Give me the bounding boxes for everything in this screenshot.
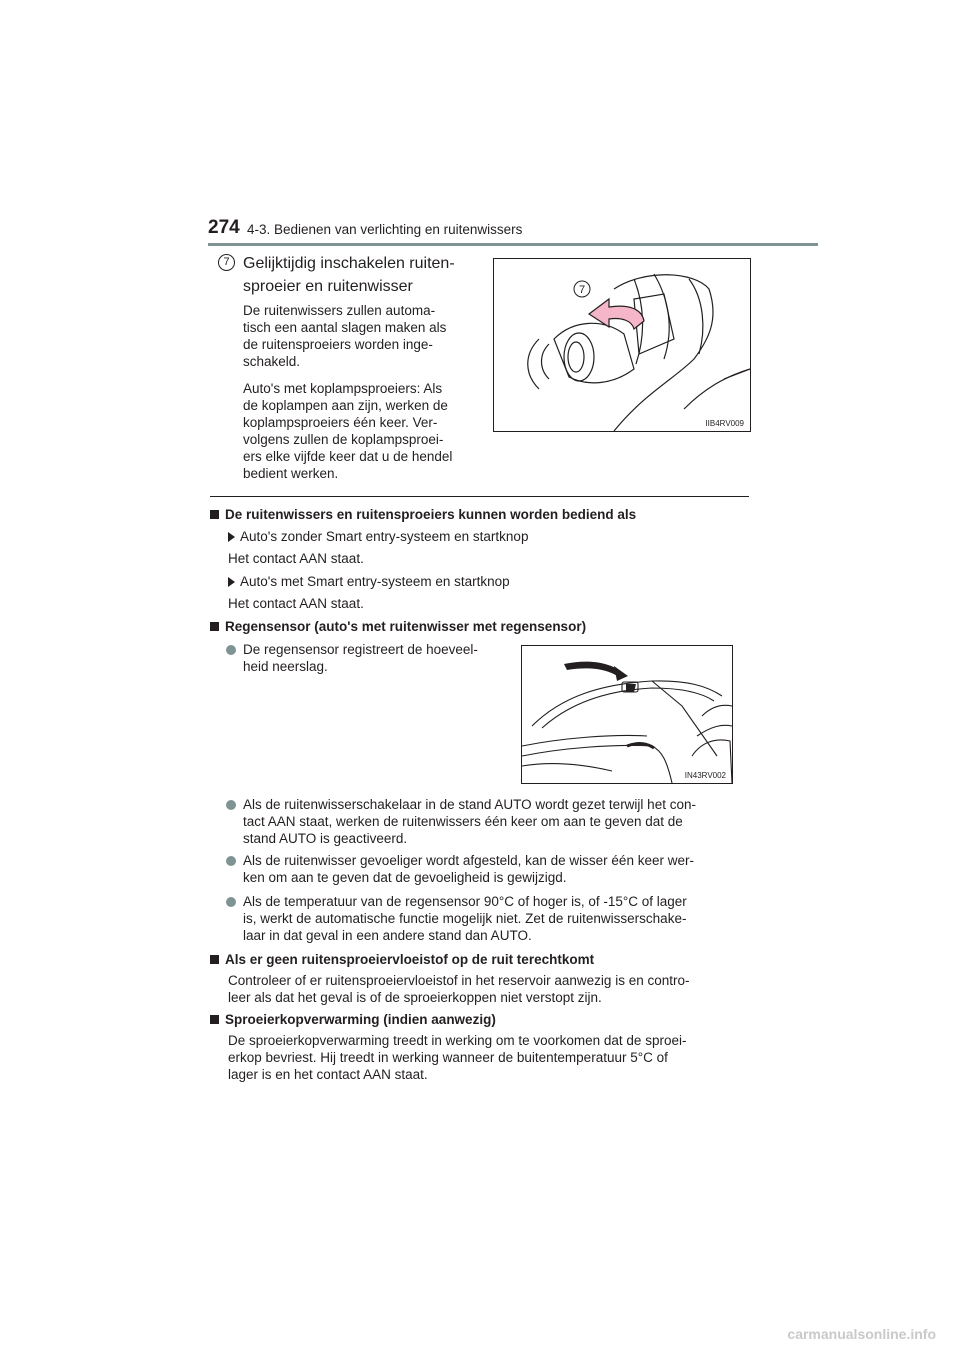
condition-text-1: Het contact AAN staat. [228, 551, 364, 566]
rain-sensor-bullet-1 [243, 641, 505, 675]
sub-item-text: Auto's met Smart entry-systeem en startknop [240, 574, 510, 589]
paragraph-line: de ruitensproeiers worden inge- [243, 337, 433, 352]
paragraph-line: schakeld. [243, 354, 301, 369]
section-heading-nozzle-heater [210, 1012, 496, 1027]
condition-text-2: Het contact AAN staat. [228, 596, 364, 611]
round-bullet-icon [226, 800, 236, 810]
square-bullet-icon [210, 1015, 219, 1024]
heading-text: Sproeierkopverwarming (indien aanwezig) [225, 1012, 496, 1027]
square-bullet-icon [210, 622, 219, 631]
bullet-line: Als de ruitenwisser gevoeliger wordt afgesteld, kan de wisser één keer wer- [243, 853, 694, 868]
sub-item-no-smart-entry [228, 529, 528, 544]
paragraph-line: tisch een aantal slagen maken als [243, 320, 447, 335]
paragraph-line: Auto's met koplampsproeiers: Als [243, 381, 443, 396]
bullet-line: Als de temperatuur van de regensensor 90°C of hoger is, of -15°C of lager [243, 894, 687, 909]
sub-item-text: Auto's zonder Smart entry-systeem en startknop [240, 529, 529, 544]
figure-code: IN43RV002 [684, 771, 726, 780]
triangle-bullet-icon [228, 577, 235, 587]
round-bullet-icon [226, 645, 236, 655]
windshield-illustration [522, 646, 732, 783]
paragraph-line: bedient werken. [243, 466, 339, 481]
round-bullet-icon [226, 856, 236, 866]
item-paragraph-2 [243, 380, 478, 482]
bullet-line: is, werkt de automatische functie mogelijk niet. Zet de ruitenwisserschake- [243, 911, 687, 926]
bullet-line: tact AAN staat, werken de ruitenwissers één keer om aan te geven dat de [243, 814, 683, 829]
direction-arrow [589, 299, 644, 329]
wiper-lever-figure [493, 258, 751, 432]
bullet-line: stand AUTO is geactiveerd. [243, 831, 408, 846]
item-title-line: Gelijktijdig inschakelen ruiten- [243, 255, 455, 272]
paragraph-line: leer als dat het geval is of de sproeierkoppen niet verstopt zijn. [228, 990, 602, 1005]
paragraph-line: koplampsproeiers één keer. Ver- [243, 415, 438, 430]
item-title [243, 252, 478, 298]
section-heading-operation [210, 507, 636, 522]
heading-text: Als er geen ruitensproeiervloeistof op de ruit terechtkomt [225, 952, 595, 967]
triangle-bullet-icon [228, 532, 235, 542]
heading-text: De ruitenwissers en ruitensproeiers kunnen worden bediend als [225, 507, 637, 522]
rain-sensor-bullet-4 [243, 893, 749, 944]
paragraph-line: Controleer of er ruitensproeiervloeistof in het reservoir aanwezig is en contro- [228, 973, 690, 988]
paragraph-line: erkop bevriest. Hij treedt in werking wanneer de buitentemperatuur 5°C of [228, 1050, 668, 1065]
figure-code: IIB4RV009 [705, 419, 744, 428]
square-bullet-icon [210, 510, 219, 519]
section-divider [210, 496, 749, 497]
paragraph-line: ers elke vijfde keer dat u de hendel [243, 449, 453, 464]
page-number: 274 [208, 217, 240, 238]
square-bullet-icon [210, 955, 219, 964]
wiper-lever-illustration [494, 259, 750, 431]
bullet-line: heid neerslag. [243, 659, 328, 674]
nozzle-heater-text [228, 1032, 749, 1083]
rain-sensor-figure [521, 645, 733, 784]
item-paragraph-1 [243, 302, 478, 370]
section-heading-rain-sensor [210, 619, 586, 634]
bullet-line: laar in dat geval in een andere stand dan AUTO. [243, 928, 532, 943]
heading-text: Regensensor (auto's met ruitenwisser met regensensor) [225, 619, 587, 634]
item-number-badge: 7 [218, 254, 235, 271]
bullet-line: De regensensor registreert de hoeveel- [243, 642, 478, 657]
paragraph-line: de koplampen aan zijn, werken de [243, 398, 448, 413]
paragraph-line: lager is en het contact AAN staat. [228, 1067, 428, 1082]
section-heading-no-fluid [210, 952, 594, 967]
paragraph-line: De sproeierkopverwarming treedt in werking om te voorkomen dat de sproei- [228, 1033, 687, 1048]
no-fluid-text [228, 972, 749, 1006]
bullet-line: ken om aan te geven dat de gevoeligheid is gewijzigd. [243, 870, 567, 885]
chapter-title: 4-3. Bedienen van verlichting en ruitenwissers [247, 222, 523, 237]
rain-sensor-unit [626, 684, 636, 692]
paragraph-line: De ruitenwissers zullen automa- [243, 303, 436, 318]
rain-sensor-bullet-2 [243, 796, 749, 847]
bullet-line: Als de ruitenwisserschakelaar in de stand AUTO wordt gezet terwijl het con- [243, 797, 696, 812]
rain-sensor-bullet-3 [243, 852, 749, 886]
item-title-line: sproeier en ruitenwisser [243, 278, 413, 295]
header-rule [208, 243, 818, 246]
paragraph-line: volgens zullen de koplampsproei- [243, 432, 444, 447]
round-bullet-icon [226, 897, 236, 907]
figure-callout: 7 [578, 284, 586, 296]
watermark: carmanualsonline.info [787, 1326, 936, 1342]
sub-item-smart-entry [228, 574, 510, 589]
